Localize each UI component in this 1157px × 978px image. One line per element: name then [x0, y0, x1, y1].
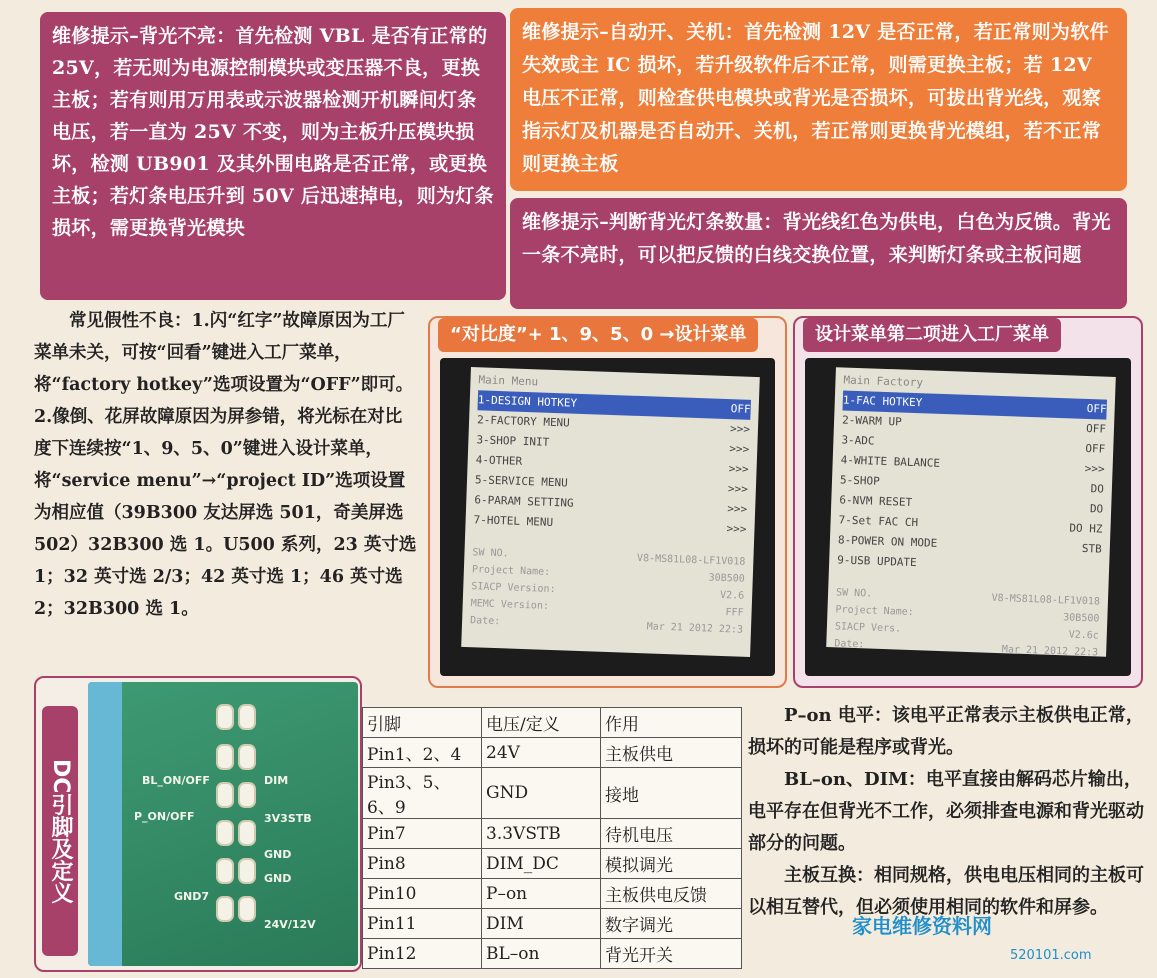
header-pin: 引脚 — [363, 708, 482, 738]
tip-backlight-box — [40, 12, 506, 300]
header-function: 作用 — [601, 708, 742, 738]
info-label: Project Name: — [835, 604, 914, 619]
voltage-cell: P–on — [482, 879, 601, 909]
info-value: 30B500 — [1063, 612, 1100, 625]
info-value: V2.6c — [1068, 629, 1099, 642]
tip-bars-box — [510, 198, 1127, 309]
pad — [216, 744, 234, 770]
design-menu-photo — [428, 316, 787, 688]
function-cell: 主板供电反馈 — [601, 879, 742, 909]
menu-item-value: >>> — [728, 462, 749, 476]
pad — [216, 820, 234, 846]
function-cell: 待机电压 — [601, 819, 742, 849]
voltage-cell: DIM — [482, 909, 601, 939]
function-cell: 背光开关 — [601, 939, 742, 969]
silk-gnd2: GND — [264, 872, 292, 885]
menu-item-value: >>> — [727, 482, 749, 496]
voltage-cell: DIM_DC — [482, 849, 601, 879]
function-cell: 主板供电 — [601, 738, 742, 768]
info-label: MEMC Version: — [470, 598, 550, 612]
menu-item-label: 6-PARAM SETTING — [474, 493, 574, 510]
menu-item-value: >>> — [727, 502, 748, 516]
info-label: Project Name: — [471, 564, 551, 578]
pad — [238, 858, 256, 884]
menu-item-label: 6-NVM RESET — [839, 493, 913, 509]
function-cell: 接地 — [601, 768, 742, 819]
table-header-row — [363, 708, 742, 738]
table-row — [363, 879, 742, 909]
design-menu-screen — [440, 358, 775, 676]
menu-item-label: 2-WARM UP — [841, 413, 902, 429]
tip-backlight-text: 维修提示–背光不亮：首先检测 VBL 是否有正常的 25V，若无则为电源控制模块或变压器不良，更换主板；若有则用万用表或示波器检测开机瞬间灯条电压，若一直为 25V 不变，则为主板升压模块损坏，检测 UB901 及其外围电路是否正常，或更换主板；若灯条电压升到 50V 后迅速掉电，则为灯条损坏，需更换背光模块 — [52, 25, 494, 239]
pin-cell: Pin3、5、6、9 — [363, 768, 482, 819]
tip-bars-text: 维修提示–判断背光灯条数量：背光线红色为供电，白色为反馈。背光一条不亮时，可以把反馈的白线交换位置，来判断灯条或主板问题 — [522, 211, 1111, 266]
menu-item-label: 2-FACTORY MENU — [476, 413, 571, 430]
watermark-url: 520101.com — [1010, 948, 1092, 963]
menu-item-label: 1-DESIGN HOTKEY — [477, 393, 578, 410]
pad — [238, 744, 256, 770]
menu-item-label: 8-POWER ON MODE — [837, 533, 938, 550]
design-menu-caption: “对比度”+ 1、9、5、0 →设计菜单 — [438, 318, 758, 352]
silk-stb: 3V3STB — [264, 812, 312, 825]
info-value: V2.6 — [719, 589, 745, 602]
menu-item-value: OFF — [1086, 401, 1107, 416]
pad — [238, 820, 256, 846]
function-cell: 数字调光 — [601, 909, 742, 939]
factory-menu-items — [837, 390, 1107, 579]
menu-item-value: STB — [1081, 541, 1103, 556]
pin-cell: Pin7 — [363, 819, 482, 849]
pad — [238, 896, 256, 922]
menu-item-value: >>> — [1084, 461, 1105, 476]
menu-item-value: DO — [1090, 482, 1105, 496]
pcb-photo — [88, 682, 358, 966]
factory-menu-header: Main Factory — [843, 373, 924, 390]
pad — [216, 782, 234, 808]
pin-cell: Pin10 — [363, 879, 482, 909]
silk-24v: 24V/12V — [264, 918, 316, 931]
menu-item-label: 1-FAC HOTKEY — [842, 393, 923, 410]
menu-item-value: DO — [1089, 502, 1104, 516]
table-row — [363, 819, 742, 849]
tip-power-text: 维修提示–自动开、关机：首先检测 12V 是否正常，若正常则为软件失效或主 IC 损坏，若升级软件后不正常，则需更换主板；若 12V 电压不正常，则检查供电模块或背光是否损坏，可拔出背光线，观察指示灯及机器是否自动开、关机，若正常则更换背光模组，若不正常则更换主板 — [522, 21, 1109, 175]
menu-item-label: 4-OTHER — [475, 453, 523, 468]
header-voltage: 电压/定义 — [482, 708, 601, 738]
menu-item-label: 5-SHOP — [839, 473, 880, 488]
menu-item-label: 3-SHOP INIT — [476, 433, 550, 449]
table-row — [363, 768, 742, 819]
design-menu-info — [470, 544, 746, 638]
info-value: V8-MS81L08-LF1V018 — [636, 552, 746, 568]
design-menu-header: Main Menu — [478, 373, 539, 389]
silk-p-on: P_ON/OFF — [134, 810, 195, 823]
info-value: 30B500 — [708, 572, 745, 585]
menu-item-value: OFF — [1085, 421, 1107, 436]
info-label: SW NO. — [472, 547, 509, 560]
pad — [216, 858, 234, 884]
note-board-swap: 主板互换：相同规格，供电电压相同的主板可以相互替代，但必须使用相同的软件和屏参。 — [748, 865, 1144, 918]
silk-dim: DIM — [264, 774, 289, 787]
pin-cell: Pin12 — [363, 939, 482, 969]
pad — [238, 704, 256, 730]
menu-item-value: DO HZ — [1069, 521, 1103, 536]
info-label: SW NO. — [835, 587, 873, 600]
menu-item-value: OFF — [730, 402, 751, 416]
factory-menu-osd — [826, 367, 1116, 657]
notes-section — [748, 700, 1148, 924]
design-menu-osd — [461, 367, 760, 657]
menu-item-label: 5-SERVICE MENU — [474, 473, 568, 490]
pin-definition-table — [362, 707, 742, 969]
common-faults-text: 常见假性不良：1.闪“红字”故障原因为工厂菜单未关，可按“回看”键进入工厂菜单，将“factory hotkey”选项设置为“OFF”即可。2.像倒、花屏故障原因为屏参错，将光标在对比度下连续按“1、9、5、0”键进入设计菜单，将“service menu”→“project ID”选项设置为相应值（39B300 友达屏选 501，奇美屏选 502）32B300 选 1。U500 系列，23 英寸选 1；32 英寸选 2/3；42 英寸选 1；46 英寸选 2；32B300 选 1。 — [34, 311, 417, 619]
info-value: Mar 21 2012 22:3 — [1001, 644, 1099, 659]
silk-bl-on: BL_ON/OFF — [142, 774, 210, 787]
voltage-cell: 24V — [482, 738, 601, 768]
info-label: SIACP Version: — [471, 581, 556, 596]
info-value: FFF — [725, 607, 744, 619]
pin-cell: Pin1、2、4 — [363, 738, 482, 768]
tip-power-box — [510, 8, 1127, 191]
factory-menu-screen — [805, 358, 1131, 676]
watermark-text: 家电维修资料网 — [852, 914, 992, 938]
pad — [216, 896, 234, 922]
menu-item-label: 9-USB UPDATE — [837, 553, 917, 570]
menu-item-value: >>> — [726, 522, 747, 536]
menu-item-label: 7-HOTEL MENU — [473, 513, 554, 529]
function-cell: 模拟调光 — [601, 849, 742, 879]
table-row — [363, 849, 742, 879]
pad — [216, 704, 234, 730]
factory-menu-photo — [793, 316, 1143, 688]
info-label: SIACP Vers. — [834, 621, 902, 635]
pin-cell: Pin11 — [363, 909, 482, 939]
pad — [238, 782, 256, 808]
voltage-cell: GND — [482, 768, 601, 819]
info-label: Date: — [834, 638, 865, 651]
factory-menu-info — [834, 584, 1100, 661]
voltage-cell: 3.3VSTB — [482, 819, 601, 849]
pcb-edge — [88, 682, 122, 966]
menu-item-value: OFF — [1085, 441, 1106, 456]
menu-item-label: 7-Set FAC CH — [838, 513, 919, 530]
silk-gnd1: GND — [264, 848, 292, 861]
note-p-on: P–on 电平：该电平正常表示主板供电正常，损坏的可能是程序或背光。 — [748, 705, 1144, 758]
menu-item-label: 4-WHITE BALANCE — [840, 453, 941, 470]
dc-connector-card — [34, 676, 362, 972]
menu-item-value: >>> — [729, 422, 751, 436]
menu-item-value — [1101, 560, 1102, 580]
dc-connector-label: DC引脚及定义 — [42, 706, 78, 956]
pin-cell: Pin8 — [363, 849, 482, 879]
info-value: Mar 21 2012 22:3 — [646, 621, 744, 636]
voltage-cell: BL–on — [482, 939, 601, 969]
design-menu-items — [473, 390, 751, 539]
table-row — [363, 909, 742, 939]
info-label: Date: — [469, 615, 501, 628]
menu-item-label: 3-ADC — [841, 433, 875, 448]
info-value: V8-MS81L08-LF1V018 — [991, 592, 1101, 608]
note-bl-on: BL–on、DIM：电平直接由解码芯片输出，电平存在但背光不工作，必须排查电源和背光驱动部分的问题。 — [748, 769, 1144, 854]
table-row — [363, 939, 742, 969]
silk-gnd7: GND7 — [174, 890, 210, 903]
menu-item-value: >>> — [729, 442, 750, 456]
table-row — [363, 738, 742, 768]
factory-menu-caption: 设计菜单第二项进入工厂菜单 — [803, 318, 1061, 352]
